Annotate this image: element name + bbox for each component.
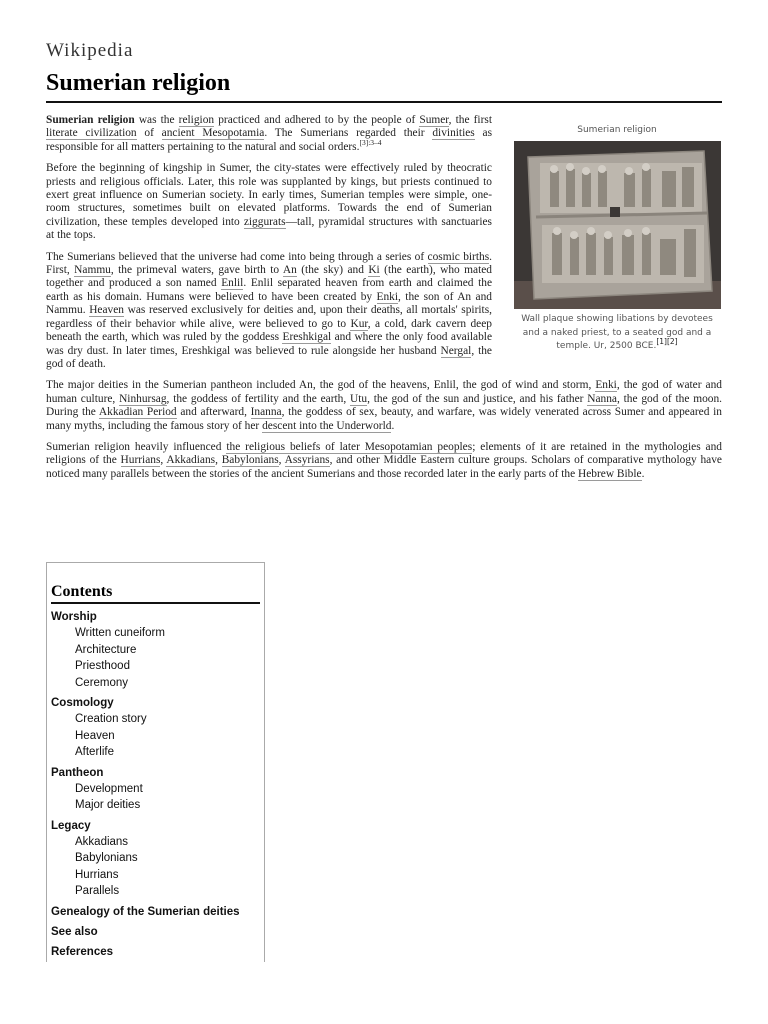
link-enlil[interactable]: Enlil: [221, 277, 244, 290]
link-assyrians[interactable]: Assyrians: [284, 454, 330, 467]
link-hebrew-bible[interactable]: Hebrew Bible: [578, 467, 642, 480]
link-literate-civilization[interactable]: literate civilization: [46, 127, 137, 140]
image-caption: Wall plaque showing libations by devotees and a naked priest, to a seated god and a temple. Ur, 2500 BCE.[1][2]: [521, 314, 713, 352]
link-akkadians[interactable]: Akkadians: [166, 454, 216, 467]
toc-item[interactable]: Written cuneiform: [75, 627, 165, 639]
site-logo[interactable]: Wikipedia: [46, 40, 134, 61]
link-later-mesopotamian-beliefs[interactable]: the religious beliefs of later Mesopotamian peoples: [226, 440, 473, 453]
link-inanna[interactable]: Inanna: [250, 406, 282, 419]
link-cosmic-births[interactable]: cosmic births: [427, 250, 490, 263]
toc-section-genealogy[interactable]: Genealogy of the Sumerian deities: [51, 905, 240, 918]
toc-item[interactable]: Akkadians: [75, 835, 129, 848]
link-religion[interactable]: religion: [178, 114, 215, 126]
toc-item[interactable]: Heaven: [75, 729, 115, 742]
link-nanna[interactable]: Nanna: [587, 392, 617, 405]
citation-ref[interactable]: [3]:3–4: [359, 138, 382, 148]
caption-ref[interactable]: [1][2]: [656, 337, 678, 347]
paragraph-pantheon: The major deities in the Sumerian pantheon included An, the god of the heavens, Enlil, the god of wind and storm, Enki, the god of water and human culture, Ninhursag, the goddess of fertility and the earth, Utu, the god of the sun and justice, and his father Nanna, the god of the moon. During the Akkadian Period and afterward, Inanna, the goddess of sex, beauty, and warfare, was widely venerated across Sumer and appeared in many myths, including the famous story of her descent into the Underworld.: [46, 379, 723, 432]
link-sumer[interactable]: Sumer: [419, 114, 449, 126]
infobox-title: Sumerian religion: [577, 125, 657, 135]
toc-item[interactable]: Priesthood: [75, 660, 130, 672]
link-nergal[interactable]: Nergal: [440, 344, 472, 357]
toc-item[interactable]: Afterlife: [75, 746, 114, 758]
toc-item[interactable]: Parallels: [75, 885, 120, 897]
infobox: [512, 114, 722, 354]
paragraph-intro: Sumerian religion was the religion practiced and adhered to by the people of Sumer, the first literate civilization of ancient Mesopotamia. The Sumerians regarded their divinities as responsible for all matters pertaining to the natural and social orders.$^{[3]:3-4}$: [46, 114, 493, 153]
toc-item[interactable]: Major deities: [75, 799, 141, 811]
table-of-contents: [46, 562, 265, 962]
link-nammu[interactable]: Nammu: [74, 264, 111, 277]
toc-section-pantheon[interactable]: Pantheon: [51, 766, 104, 779]
toc-item[interactable]: Ceremony: [75, 676, 129, 689]
toc-section-cosmology[interactable]: Cosmology: [51, 697, 114, 709]
link-akkadian-period[interactable]: Akkadian Period: [98, 406, 177, 419]
paragraph-legacy: Sumerian religion heavily influenced the religious beliefs of later Mesopotamian peoples; elements of it are retained in the mythologies and religions of the Hurrians, Akkadians, Babylonians, Assyrians, and other Middle Eastern culture groups. Scholars of comparative mythology have noticed many parallels between the stories of the ancient Sumerians and those recorded later in the early parts of the Hebrew Bible.: [46, 440, 722, 480]
link-babylonians[interactable]: Babylonians: [221, 454, 279, 467]
toc-item[interactable]: Creation story: [75, 713, 147, 725]
link-descent-into-underworld[interactable]: descent into the Underworld: [262, 419, 392, 432]
link-utu[interactable]: Utu: [350, 392, 368, 405]
toc-section-worship[interactable]: Worship: [51, 611, 97, 623]
link-ki[interactable]: Ki: [368, 264, 380, 277]
paragraph-cosmology: The Sumerians believed that the universe had come into being through a series of cosmic births. First, Nammu, the primeval waters, gave birth to An (the sky) and Ki (the earth), who mated together and produced a son named Enlil. Enlil separated heaven from earth and claimed the earth as his domain. Humans were believed to have been created by Enki, the son of An and Nammu. Heaven was reserved exclusively for deities and, upon their deaths, all mortals' spirits, regardless of their behavior while alive, were believed to go to Kur, a cold, dark cavern deep beneath the earth, which was ruled by the goddess Ereshkigal and where the only food available was dry dust. In later times, Ereshkigal was believed to rule alongside her husband Nergal, the god of death.: [46, 250, 493, 370]
link-ereshkigal[interactable]: Ereshkigal: [282, 331, 332, 344]
article-body: [46, 114, 722, 489]
link-divinities[interactable]: divinities: [432, 127, 475, 140]
wall-plaque-image[interactable]: [514, 141, 721, 309]
link-hurrians[interactable]: Hurrians: [120, 454, 161, 467]
toc-item[interactable]: Development: [75, 782, 143, 795]
toc-section-see-also[interactable]: See also: [51, 925, 98, 938]
toc-section-legacy[interactable]: Legacy: [51, 819, 91, 832]
link-heaven[interactable]: Heaven: [89, 304, 124, 317]
toc-item[interactable]: Babylonians: [75, 852, 138, 864]
link-ziggurats[interactable]: ziggurats: [243, 215, 286, 228]
toc-item[interactable]: Hurrians: [75, 868, 119, 881]
link-enki[interactable]: Enki: [595, 379, 617, 392]
paragraph-kingship: Before the beginning of kingship in Sumer, the city-states were effectively ruled by theocratic priests and religious officials. Later, this role was supplanted by kings, but priests continued to exert great influence on Sumerian society. In early times, Sumerian temples were simple, one-room structures, sometimes built on elevated platforms. Towards the end of Sumerian civilization, these temples developed into ziggurats—tall, pyramidal structures with sanctuaries at the tops.: [46, 162, 492, 242]
article-subject: Sumerian religion: [46, 114, 135, 126]
toc-section-references[interactable]: References: [51, 945, 114, 958]
link-kur[interactable]: Kur: [350, 317, 368, 330]
page-title: Sumerian religion: [46, 70, 722, 103]
link-enki[interactable]: Enki: [376, 290, 399, 303]
toc-title: Contents: [51, 583, 260, 604]
link-an[interactable]: An: [282, 264, 297, 277]
toc-item[interactable]: Architecture: [75, 643, 137, 656]
link-ancient-mesopotamia[interactable]: ancient Mesopotamia: [161, 127, 265, 140]
link-ninhursag[interactable]: Ninhursag: [119, 392, 167, 405]
